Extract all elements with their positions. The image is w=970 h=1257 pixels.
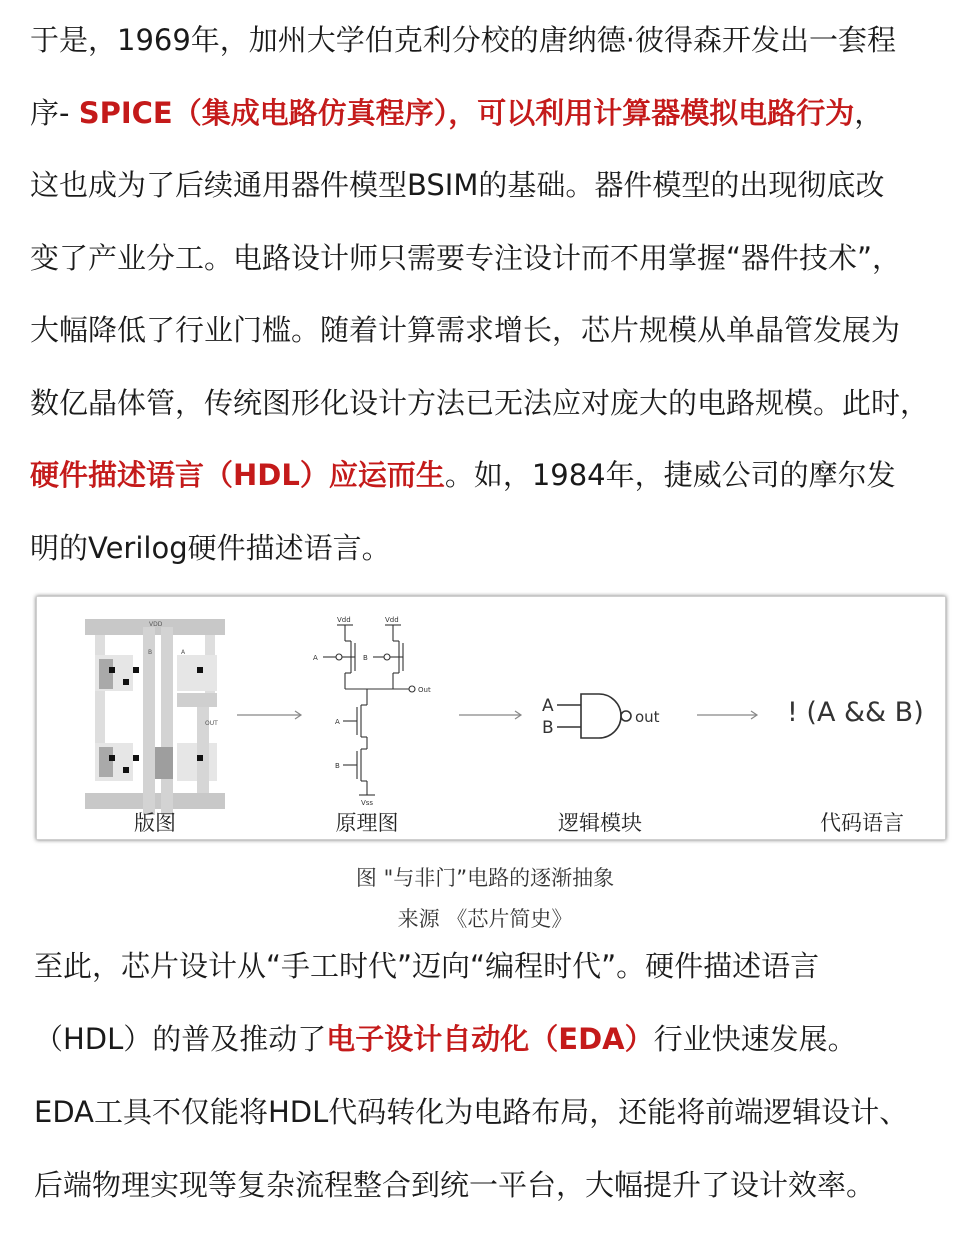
paragraph-1 xyxy=(30,4,955,584)
figure-source: 来源 《芯片简史》 xyxy=(397,907,573,931)
p1-line-2-tail: ， xyxy=(854,95,884,130)
arrow-2 xyxy=(459,711,521,719)
figure-caption: 图 "与非门”电路的逐渐抽象 xyxy=(355,866,615,890)
schematic-vdd-label-2: Vdd xyxy=(385,616,399,624)
schematic-b-label-2: B xyxy=(335,762,340,770)
arrow-3 xyxy=(697,711,757,719)
label-code: 代码语言 xyxy=(820,811,904,835)
nand-gate-symbol xyxy=(557,694,631,738)
p1-line-2-text: 序- xyxy=(30,95,79,130)
p2-line-2 xyxy=(34,1003,949,1076)
layout-vdd-label: VDD xyxy=(149,621,163,628)
schematic-labels xyxy=(313,616,431,807)
p2-line-2-text: （HDL）的普及推动了 xyxy=(34,1022,327,1056)
p2-line-3: EDA工具不仅能将HDL代码转化为电路布局，还能将前端逻辑设计、 xyxy=(34,1095,909,1129)
gate-labels xyxy=(542,696,660,738)
p1-line-2 xyxy=(30,77,955,150)
p2-line-2-tail: 行业快速发展。 xyxy=(653,1022,857,1056)
p1-line-4: 变了产业分工。电路设计师只需要专注设计而不用掌握“器件技术”， xyxy=(30,240,902,275)
layout-b-label: B xyxy=(148,649,153,656)
arrow-1 xyxy=(237,711,301,719)
layout-a-label: A xyxy=(181,649,186,656)
gate-a-label: A xyxy=(542,696,554,716)
p1-line-8: 明的Verilog硬件描述语言。 xyxy=(30,530,391,565)
schematic-out-label: Out xyxy=(418,686,431,694)
p1-line-3: 这也成为了后续通用器件模型BSIM的基础。器件模型的出现彻底改 xyxy=(30,168,885,202)
layout-out-label: OUT xyxy=(205,720,218,727)
hdl-highlight: 硬件描述语言（HDL）应运而生 xyxy=(30,458,445,492)
p1-line-6: 数亿晶体管，传统图形化设计方法已无法应对庞大的电路规模。此时， xyxy=(30,385,930,420)
schematic-a-label-1: A xyxy=(313,654,318,662)
gate-b-label: B xyxy=(542,718,554,738)
paragraph-2 xyxy=(34,930,949,1222)
nand-abstraction-figure xyxy=(36,596,946,840)
p1-line-7 xyxy=(30,439,955,512)
p2-line-1: 至此，芯片设计从“手工时代”迈向“编程时代”。硬件描述语言 xyxy=(34,949,820,983)
label-logic-block: 逻辑模块 xyxy=(558,811,642,835)
boolean-expression: ! (A && B) xyxy=(787,697,924,728)
p1-line-5: 大幅降低了行业门槛。随着计算需求增长，芯片规模从单晶管发展为 xyxy=(30,313,901,347)
label-schematic: 原理图 xyxy=(335,811,399,835)
p1-line-7-text: 。如，1984年，捷威公司的摩尔发 xyxy=(444,458,896,492)
spice-highlight: SPICE（集成电路仿真程序），可以利用计算器模拟电路行为 xyxy=(78,95,855,130)
schematic-vdd-label-1: Vdd xyxy=(337,616,351,624)
schematic-a-label-2: A xyxy=(335,718,340,726)
schematic-vss-label: Vss xyxy=(361,799,374,807)
gate-out-label: out xyxy=(635,708,660,726)
schematic-b-label-1: B xyxy=(363,654,368,662)
label-layout: 版图 xyxy=(134,811,176,835)
layout-diagram xyxy=(85,619,225,815)
p1-line-1: 于是，1969年，加州大学伯克利分校的唐纳德·彼得森开发出一套程 xyxy=(30,23,897,57)
p2-line-4: 后端物理实现等复杂流程整合到统一平台，大幅提升了设计效率。 xyxy=(34,1168,876,1202)
eda-highlight: 电子设计自动化（EDA） xyxy=(326,1022,654,1056)
